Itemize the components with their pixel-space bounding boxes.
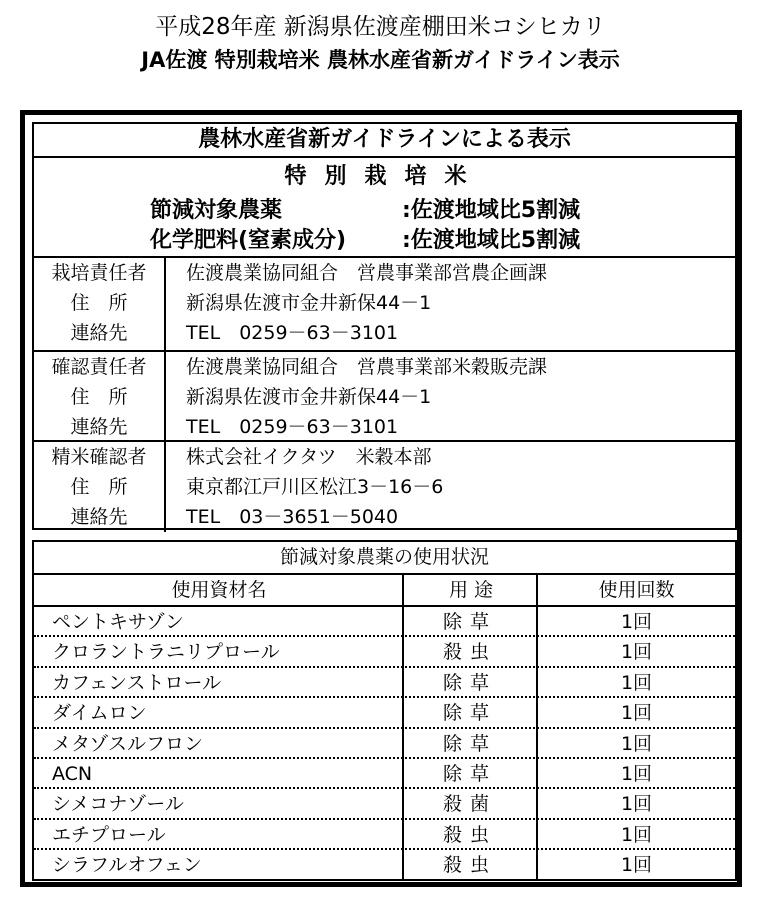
material-name: シラフルオフェン xyxy=(52,854,202,877)
role-label: 栽培責任者 xyxy=(51,262,147,284)
material-name: シメコナゾール xyxy=(52,793,184,816)
usage-count: 1回 xyxy=(620,823,653,846)
column-header-purpose: 用 途 xyxy=(404,575,538,607)
column-header-material: 使用資材名 xyxy=(34,575,404,607)
document-subtitle: JA佐渡 特別栽培米 農林水産省新ガイドライン表示 xyxy=(141,48,620,72)
table-row xyxy=(34,637,735,667)
column-header-count: 使用回数 xyxy=(538,575,735,607)
reduced-pesticide-value: :佐渡地域比5割減 xyxy=(402,198,581,223)
material-name: ペントキサゾン xyxy=(52,611,184,633)
pesticide-usage-heading: 節減対象農薬の使用状況 xyxy=(34,542,735,575)
grower-responsible-group xyxy=(34,258,735,350)
material-name: エチプロール xyxy=(52,823,166,846)
fertilizer-value: :佐渡地域比5割減 xyxy=(402,228,581,253)
table-row xyxy=(34,820,735,850)
cultivation-summary xyxy=(34,158,735,258)
usage-count: 1回 xyxy=(620,641,653,664)
tel-value: TEL 03－3651－5040 xyxy=(186,506,399,528)
label-column xyxy=(34,352,166,442)
guideline-label-box xyxy=(32,122,737,530)
address-label: 住 所 xyxy=(70,476,128,498)
milling-verifier-group xyxy=(34,440,735,532)
address-label: 住 所 xyxy=(70,292,128,314)
table-row xyxy=(34,607,735,637)
tel-value: TEL 0259－63－3101 xyxy=(186,416,399,438)
organization-name: 佐渡農業協同組合 営農事業部営農企画課 xyxy=(186,262,548,284)
document-title: 平成28年産 新潟県佐渡産棚田米コシヒカリ xyxy=(155,14,606,40)
label-column xyxy=(34,442,166,532)
reduced-pesticide-label: 節減対象農薬 xyxy=(150,198,283,223)
tel-value: TEL 0259－63－3101 xyxy=(186,322,399,344)
purpose: 除草 xyxy=(442,671,497,694)
role-label: 確認責任者 xyxy=(51,356,147,378)
purpose: 除草 xyxy=(442,763,497,785)
usage-count: 1回 xyxy=(620,732,653,755)
special-cultivation-title: 特別栽培米 xyxy=(284,164,485,189)
usage-count: 1回 xyxy=(620,611,653,633)
table-row xyxy=(34,698,735,728)
guideline-heading: 農林水産省新ガイドラインによる表示 xyxy=(34,124,735,158)
table-row xyxy=(34,759,735,789)
material-name: ダイムロン xyxy=(52,702,147,725)
purpose: 除草 xyxy=(442,611,497,633)
verification-responsible-group xyxy=(34,350,735,442)
purpose: 殺虫 xyxy=(442,823,497,846)
contact-label: 連絡先 xyxy=(70,416,128,438)
label-column xyxy=(34,258,166,350)
table-row xyxy=(34,789,735,819)
usage-count: 1回 xyxy=(620,671,653,694)
usage-count: 1回 xyxy=(620,854,653,877)
address-value: 新潟県佐渡市金井新保44－1 xyxy=(186,292,432,314)
fertilizer-label: 化学肥料(窒素成分) xyxy=(150,228,347,253)
role-label: 精米確認者 xyxy=(51,446,147,468)
material-name: カフェンストロール xyxy=(52,671,222,694)
table-row xyxy=(34,850,735,880)
material-name: メタゾスルフロン xyxy=(52,732,204,755)
address-value: 東京都江戸川区松江3－16－6 xyxy=(186,476,444,498)
pesticide-usage-table xyxy=(32,540,737,881)
purpose: 殺虫 xyxy=(442,641,497,664)
organization-name: 株式会社イクタツ 米穀本部 xyxy=(186,446,432,468)
purpose: 除草 xyxy=(442,732,497,755)
usage-count: 1回 xyxy=(620,702,653,725)
table-row xyxy=(34,668,735,698)
address-label: 住 所 xyxy=(70,386,128,408)
usage-count: 1回 xyxy=(620,793,653,816)
material-name: クロラントラニリプロール xyxy=(52,641,280,664)
table-row xyxy=(34,729,735,759)
material-name: ACN xyxy=(52,763,93,785)
contact-label: 連絡先 xyxy=(70,322,128,344)
purpose: 除草 xyxy=(442,702,497,725)
purpose: 殺菌 xyxy=(442,793,497,816)
contact-label: 連絡先 xyxy=(70,506,128,528)
purpose: 殺虫 xyxy=(442,854,497,877)
usage-count: 1回 xyxy=(620,763,653,785)
address-value: 新潟県佐渡市金井新保44－1 xyxy=(186,386,432,408)
organization-name: 佐渡農業協同組合 営農事業部米穀販売課 xyxy=(186,356,548,378)
